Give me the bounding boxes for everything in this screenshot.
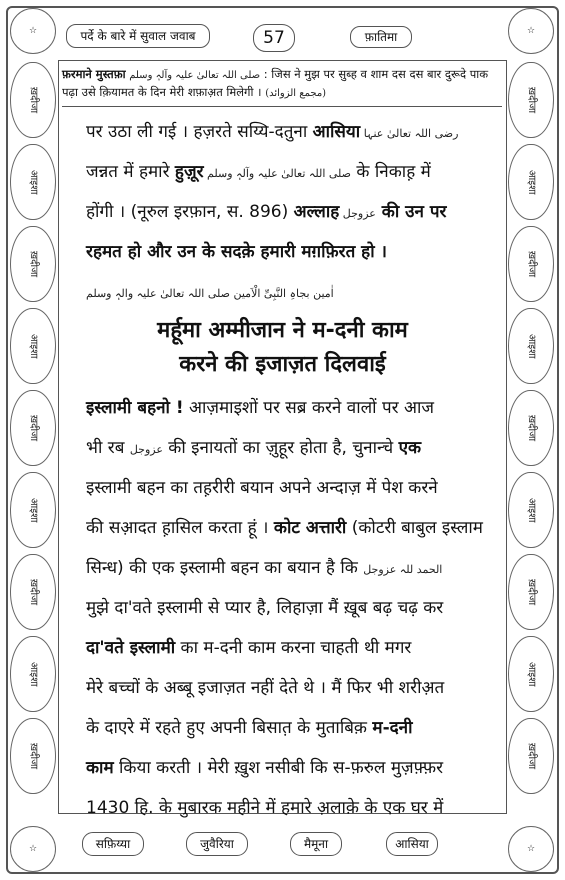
text-line (86, 556, 486, 582)
text-segment: इस्लामी बहन का तह़रीरी बयान अपने अन्दाज़ में पेश करने (86, 478, 438, 498)
text-line (86, 436, 486, 462)
quote-label: फ़रमाने मुस्तफ़ा (62, 67, 126, 81)
quote-honorific: صلی اللہ تعالیٰ علیہ وآلہٖ وسلم (129, 70, 261, 81)
section-heading-line-2: करने की इजाज़त दिलवाई (179, 352, 386, 377)
border-name: ख़दीजा (10, 554, 56, 630)
footer-name: आसिया (386, 832, 438, 856)
footer-name: सफ़िय्या (82, 832, 144, 856)
border-name: आइशा (10, 144, 56, 220)
text-line (86, 676, 486, 700)
corner-emblem-top-right: ☆ (508, 8, 554, 54)
text-segment: दा'वते इस्लामी (86, 638, 176, 658)
page-number: 57 (253, 24, 295, 52)
text-line (86, 396, 486, 420)
border-name: आइशा (10, 472, 56, 548)
text-segment: की इनायतों का ज़ुहूर होता है, चुनान्चे (162, 438, 399, 458)
text-segment: आज़माइशों पर सब्र करने वालों पर आज (183, 398, 434, 418)
text-segment: कोट अत्तारी (273, 518, 347, 538)
border-name: आइशा (508, 472, 554, 548)
text-segment: आसिया (312, 122, 361, 142)
text-segment: जन्नत में हमारे (86, 162, 175, 182)
border-name: आइशा (508, 636, 554, 712)
border-name: ख़दीजा (508, 718, 554, 794)
text-segment: काम (86, 758, 114, 778)
book-title: पर्दे के बारे में सुवाल जवाब (66, 24, 210, 48)
text-line (86, 240, 486, 264)
arabic-phrase: رضی اللہ تعالیٰ عنہا (360, 127, 459, 140)
arabic-phrase: عزوجل (129, 443, 163, 456)
border-name: ख़दीजा (508, 62, 554, 138)
quote-text: : जिस ने मुझ पर सुब्ह व शाम दस दस बार दुरूदे पाक पढ़ा उसे क़ियामत के दिन मेरी शफ़ाअ़त मिलेगी । (62, 67, 489, 99)
text-line (86, 716, 486, 740)
arabic-phrase: اٰمین بجاہِ النَّبِیِّ الْاَمین صلی اللہ تعالیٰ علیہ والہٖ وسلم (86, 287, 334, 300)
text-segment: भी रब (86, 438, 130, 458)
section-heading-line-1: मर्हूमा अम्मीजान ने म-दनी काम (157, 318, 408, 343)
text-segment: मेरे बच्चों के अब्बू इजाज़त नहीं देते थे । मैं फिर भी शरीअ़त (86, 678, 445, 698)
border-name: ख़दीजा (10, 226, 56, 302)
border-name: ख़दीजा (10, 718, 56, 794)
text-segment: के निकाह़ में (351, 162, 431, 182)
quote-source: (مجمع الزوائد) (265, 88, 327, 99)
text-line (86, 516, 486, 540)
text-segment: सिन्ध) की एक इस्लामी बहन का बयान है कि (86, 558, 364, 578)
text-line (86, 596, 486, 620)
hadith-quote (62, 66, 502, 107)
text-line (86, 476, 486, 500)
text-segment: किया करती । मेरी ख़ुश नसीबी कि स-फ़रुल मुज़फ़्फ़र (113, 758, 444, 778)
text-line (86, 636, 486, 660)
text-segment: 1430 हि. के मुबारक महीने में हमारे अ़लाक़े के एक घर में (86, 798, 444, 818)
text-segment: के दाएरे में रहते हुए अपनी बिसात़ के मुताबिक़ (86, 718, 373, 738)
border-name: ख़दीजा (10, 62, 56, 138)
text-line (86, 120, 486, 146)
text-line (86, 160, 486, 186)
text-segment: अल्लाह (293, 202, 340, 222)
text-segment: होंगी । (नूरुल इरफ़ान, स. 896) (86, 202, 294, 222)
text-segment: म-दनी (372, 718, 413, 738)
footer-name: जुवैरिया (186, 832, 248, 856)
text-segment: इस्लामी बहनो ! (86, 398, 184, 418)
corner-emblem-bottom-right: ☆ (508, 826, 554, 872)
text-segment: पर उठा ली गई । हज़रते सय्यि-दतुना (86, 122, 313, 142)
arabic-phrase: عزوجل (339, 207, 376, 220)
border-name: आइशा (508, 308, 554, 384)
text-segment: (कोटरी बाबुल इस्लाम (346, 518, 483, 538)
border-name: आइशा (10, 308, 56, 384)
border-name: आइशा (10, 636, 56, 712)
text-line (86, 280, 486, 306)
border-name: ख़दीजा (508, 390, 554, 466)
text-line (86, 756, 486, 780)
text-line (86, 796, 486, 820)
text-segment: मुझे दा'वते इस्लामी से प्यार है, लिहाज़ा मैं ख़ूब बढ़ चढ़ कर (86, 598, 444, 618)
text-segment: रहमत हो और उन के सदक़े हमारी मग़फ़िरत हो । (86, 242, 387, 262)
text-segment: का म-दनी काम करना चाहती थी मगर (175, 638, 412, 658)
border-name: ख़दीजा (508, 554, 554, 630)
text-line (86, 200, 486, 226)
border-name: आइशा (508, 144, 554, 220)
arabic-phrase: الحمد للہ عزوجل (363, 563, 443, 576)
text-segment: की सआ़दत ह़ासिल करता हूं । (86, 518, 274, 538)
corner-emblem-bottom-left: ☆ (10, 826, 56, 872)
corner-emblem-top-left: ☆ (10, 8, 56, 54)
text-segment: हुज़ूर (174, 162, 204, 182)
border-name: ख़दीजा (508, 226, 554, 302)
header-name-label: फ़ातिमा (350, 26, 412, 48)
footer-name: मैमूना (290, 832, 342, 856)
text-segment: की उन पर (375, 202, 447, 222)
border-name: ख़दीजा (10, 390, 56, 466)
text-segment: एक (398, 438, 422, 458)
arabic-phrase: صلی اللہ تعالیٰ علیہ وآلہٖ وسلم (203, 167, 352, 180)
